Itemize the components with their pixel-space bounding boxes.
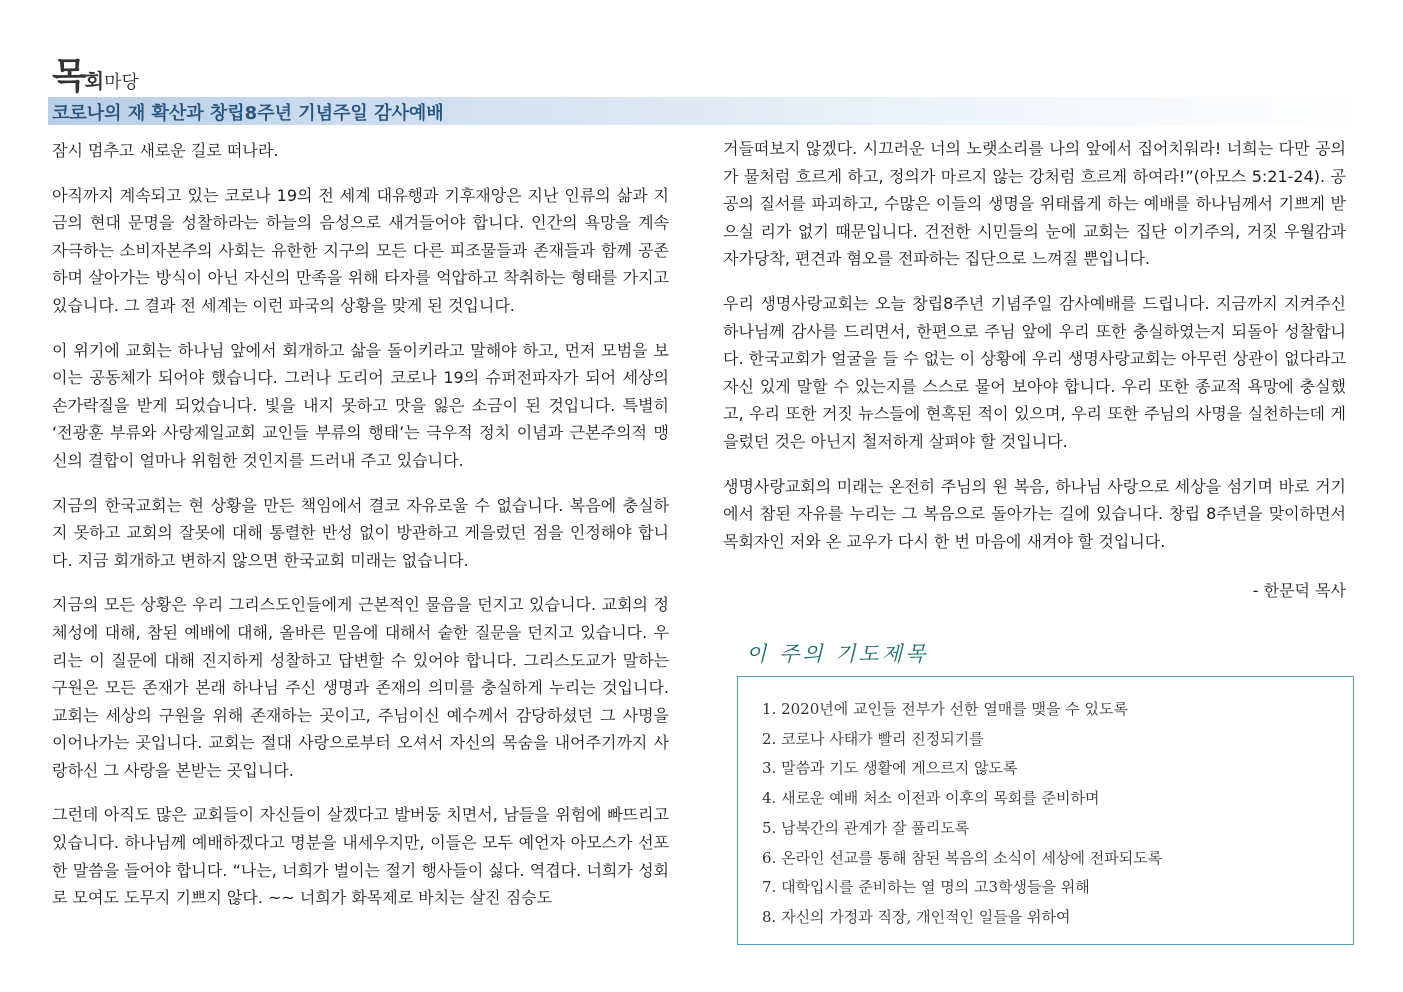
article-paragraph: 생명사랑교회의 미래는 온전히 주님의 원 복음, 하나님 사랑으로 세상을 섬기며 바로 거기에서 참된 자유를 누리는 그 복음으로 돌아가는 길에 있습니다. 창립 8주년을 맞이하면서 목회자인 저와 온 교우가 다시 한 번 마음에 새겨야 할 것입니다. — [723, 476, 1346, 551]
logo-mid-char: 회 — [84, 69, 105, 93]
article-paragraph: 아직까지 계속되고 있는 코로나 19의 전 세계 대유행과 기후재앙은 지난 인류의 삶과 지금의 현대 문명을 성찰하라는 하늘의 음성으로 새겨들어야 합니다. 인간의 욕망을 계속 자극하는 소비자본주의 사회는 유한한 지구의 모든 다른 피조물들과 존재들과 함께 공존하며 살아가는 방식이 아닌 자신의 만족을 위해 타자를 억압하고 착취하는 형태를 가지고 있습니다. 그 결과 전 세계는 이런 파국의 상황을 맞게 된 것입니다. — [52, 185, 669, 315]
article-paragraph: 잠시 멈추고 새로운 길로 떠나라. — [52, 141, 279, 160]
article-paragraph: 우리 생명사랑교회는 오늘 창립8주년 기념주일 감사예배를 드립니다. 지금까지 지켜주신 하나님께 감사를 드리면서, 한편으로 주님 앞에 우리 또한 충실하였는지 되돌아 성찰합니다. 한국교회가 얼굴을 들 수 없는 이 상황에 우리 생명사랑교회는 아무런 상관이 없다라고 자신 있게 말할 수 있는지를 스스로 물어 보아야 합니다. 우리 또한 종교적 욕망에 충실했고, 우리 또한 거짓 뉴스들에 현혹된 적이 있으며, 우리 또한 주님의 사명을 실천하는데 게을렀던 것은 아닌지 철저하게 살펴야 할 것입니다. — [723, 293, 1346, 451]
prayer-list-box — [737, 676, 1354, 945]
article-paragraph: 거들떠보지 않겠다. 시끄러운 너의 노랫소리를 나의 앞에서 집어치워라! 너희는 다만 공의가 물처럼 흐르게 하고, 정의가 마르지 않는 강처럼 흐르게 하여라!”(아모스 5:21-24). 공공의 질서를 파괴하고, 수많은 이들의 생명을 위태롭게 하는 예배를 하나님께서 기쁘게 받으실 리가 없기 때문입니다. 건전한 시민들의 눈에 교회는 집단 이기주의, 거짓 우월감과 자가당착, 편견과 혐오를 전파하는 집단으로 느껴질 뿐입니다. — [723, 139, 1346, 269]
prayer-item: 6. 온라인 선교를 통해 참된 복음의 소식이 세상에 전파되도록 — [762, 848, 1163, 867]
page-title: 코로나의 재 확산과 창립8주년 기념주일 감사예배 — [52, 103, 444, 124]
author-signature: - 한문덕 목사 — [1252, 581, 1346, 601]
article-right-column — [723, 135, 1346, 605]
prayer-section-title: 이 주의 기도제목 — [746, 642, 929, 666]
logo-small-text: 마당 — [104, 72, 139, 93]
article-paragraph: 이 위기에 교회는 하나님 앞에서 회개하고 삶을 돌이키라고 말해야 하고, 먼저 모범을 보이는 공동체가 되어야 했습니다. 그러나 도리어 코로나 19의 슈퍼전파자가 되어 세상의 손가락질을 받게 되었습니다. 빛을 내지 못하고 맛을 잃은 소금이 된 것입니다. 특별히 ‘전광훈 부류와 사랑제일교회 교인들 부류의 행태’는 극우적 정치 이념과 근본주의적 맹신의 결합이 얼마나 위험한 것인지를 드러내 주고 있습니다. — [52, 340, 669, 470]
title-bar — [48, 97, 1368, 125]
article-paragraph: 그런데 아직도 많은 교회들이 자신들이 살겠다고 발버둥 치면서, 남들을 위험에 빠뜨리고 있습니다. 하나님께 예배하겠다고 명분을 내세우지만, 이들은 모두 예언자 아모스가 선포한 말씀을 들어야 합니다. “나는, 너희가 벌이는 절기 행사들이 싫다. 역겹다. 너희가 성회로 모여도 도무지 기쁘지 않다. ~~ 너희가 화목제로 바치는 살진 짐승도 — [52, 805, 669, 908]
prayer-item: 1. 2020년에 교인들 전부가 선한 열매를 맺을 수 있도록 — [762, 700, 1128, 718]
article-paragraph: 지금의 한국교회는 현 상황을 만든 책임에서 결코 자유로울 수 없습니다. 복음에 충실하지 못하고 교회의 잘못에 대해 통렬한 반성 없이 방관하고 게을렀던 점을 인정해야 합니다. 지금 회개하고 변하지 않으면 한국교회 미래는 없습니다. — [52, 495, 669, 570]
prayer-item: 2. 코로나 사태가 빨리 진정되기를 — [762, 729, 984, 748]
article-paragraph: 지금의 모든 상황은 우리 그리스도인들에게 근본적인 물음을 던지고 있습니다. 교회의 정체성에 대해, 참된 예배에 대해, 올바른 믿음에 대해서 숱한 질문을 던지고 있습니다. 우리는 이 질문에 대해 진지하게 성찰하고 답변할 수 있어야 합니다. 그리스도교가 말하는 구원은 모든 존재가 본래 하나님 주신 생명과 존재의 의미를 충실하게 누리는 것입니다. 교회는 세상의 구원을 위해 존재하는 곳이고, 주님이신 예수께서 감당하셨던 그 사명을 이어나가는 곳입니다. 교회는 절대 사랑으로부터 오셔서 자신의 목숨을 내어주기까지 사랑하신 그 사랑을 본받는 곳입니다. — [52, 595, 669, 780]
prayer-list — [738, 677, 1353, 933]
prayer-item: 4. 새로운 예배 처소 이전과 이후의 목회를 준비하며 — [762, 789, 1100, 808]
article-left-column — [52, 137, 669, 929]
prayer-item: 8. 자신의 가정과 직장, 개인적인 일들을 위하여 — [762, 907, 1071, 926]
prayer-item: 3. 말씀과 기도 생활에 게으르지 않도록 — [762, 759, 1018, 778]
prayer-item: 5. 남북간의 관계가 잘 풀리도록 — [762, 818, 970, 837]
section-logo — [52, 48, 139, 99]
prayer-item: 7. 대학입시를 준비하는 열 명의 고3학생들을 위해 — [762, 878, 1090, 897]
logo-big-char: 목 — [52, 55, 85, 97]
